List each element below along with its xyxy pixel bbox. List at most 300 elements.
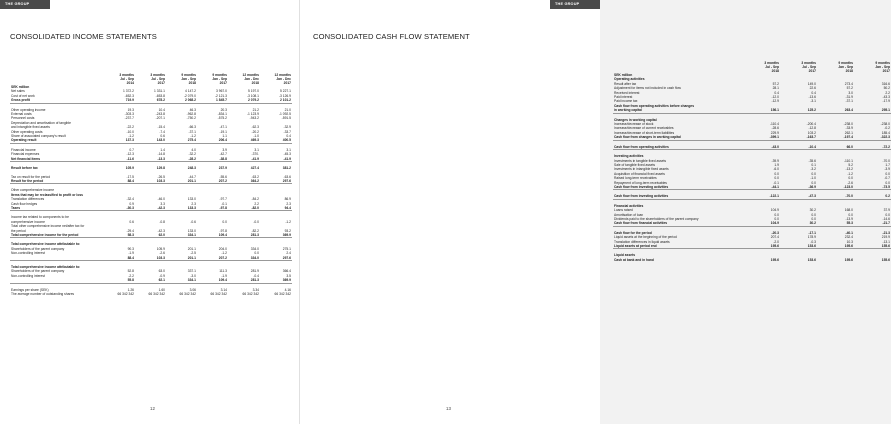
cashflow-row-label: Repayment of long-term receivables bbox=[614, 180, 667, 185]
page-title-cashflow: CONSOLIDATED CASH FLOW STATEMENT bbox=[313, 32, 470, 41]
income-row-label: Total other comprehensive income net/after tax for bbox=[11, 224, 85, 229]
income-row-label: comprehensive income bbox=[11, 219, 45, 224]
income-cell-value: -84.2 bbox=[251, 197, 259, 202]
cashflow-cell-value: -21.3 bbox=[882, 230, 890, 235]
cashflow-column-header: Jan - Sep bbox=[875, 65, 890, 69]
cashflow-cell-value: 5.2 bbox=[848, 162, 853, 167]
cashflow-cell-value: -1.0 bbox=[810, 176, 816, 181]
income-cell-value: 334.1 bbox=[166, 233, 197, 238]
cashflow-cell-value: 50.2 bbox=[883, 86, 890, 91]
cashflow-cell-value: 3.0 bbox=[848, 90, 853, 95]
income-cell-value: -20.2 bbox=[251, 129, 259, 134]
income-cell-value: 207.2 bbox=[197, 256, 228, 261]
cashflow-cell-value: -37.1 bbox=[845, 99, 853, 104]
income-cell-value: -575.2 bbox=[217, 116, 227, 121]
income-cell-value: 62.1 bbox=[135, 278, 166, 283]
cashflow-row-label: Cash flow for the period bbox=[614, 230, 652, 235]
cashflow-cell-value: 1.9 bbox=[774, 162, 779, 167]
cashflow-cell-value: -72.2 bbox=[854, 145, 891, 150]
income-column-header: Jul - Sep bbox=[151, 77, 165, 81]
cashflow-cell-value: -0.1 bbox=[773, 180, 779, 185]
income-cell-value: 281.3 bbox=[228, 278, 260, 283]
cashflow-cell-value: 185.4 bbox=[881, 130, 890, 135]
cashflow-cell-value: -33.9 bbox=[845, 126, 853, 131]
cashflow-cell-value: -70.0 bbox=[882, 158, 890, 163]
income-cell-value: 381.2 bbox=[282, 166, 291, 171]
income-cell-value: 1.60 bbox=[158, 287, 165, 292]
income-cell-value: -653.8 bbox=[155, 93, 165, 98]
cashflow-cell-value: -399.1 bbox=[743, 135, 780, 140]
income-row-label: Depreciation and amortisation of tangible bbox=[11, 120, 71, 125]
cashflow-cell-value: 156.1 bbox=[743, 108, 780, 113]
income-cell-value: 400.5 bbox=[260, 138, 292, 143]
income-cell-value: -0.6 bbox=[190, 219, 196, 224]
cashflow-cell-value: 316.6 bbox=[881, 81, 890, 86]
income-cell-value: -33.7 bbox=[283, 129, 291, 134]
cashflow-row-label: Amortisation of loan bbox=[614, 212, 644, 217]
income-cell-value: 0.0 bbox=[222, 219, 227, 224]
income-column-header: Jul - Sep bbox=[120, 77, 134, 81]
cashflow-row-label: Cash at bank and in hand bbox=[614, 257, 654, 262]
income-cell-value: -3 126.9 bbox=[278, 93, 291, 98]
cashflow-cell-value: 178.9 bbox=[807, 235, 816, 240]
cash-flow-table bbox=[613, 61, 891, 262]
income-cell-value: 19.3 bbox=[127, 107, 134, 112]
income-cell-value: -3 108.1 bbox=[246, 93, 259, 98]
income-row-label: the period bbox=[11, 228, 26, 233]
cashflow-cell-value: 0.4 bbox=[811, 90, 816, 95]
cashflow-cell-value: 0.0 bbox=[885, 171, 890, 176]
income-cell-value: -207.1 bbox=[155, 116, 165, 121]
cashflow-cell-value: 155.6 bbox=[881, 257, 890, 262]
cashflow-cell-value: 195.6 bbox=[817, 244, 854, 249]
cashflow-row-label: Cash flow from investing activities bbox=[613, 185, 743, 190]
income-row-label: Share of associated company's result bbox=[11, 134, 66, 139]
income-cell-value: 678.2 bbox=[135, 98, 166, 103]
page-number-left: 12 bbox=[150, 406, 155, 411]
income-cell-value: 66 342 342 bbox=[117, 292, 134, 297]
income-cell-value: 369.9 bbox=[260, 278, 292, 283]
income-cell-value: 2.4 bbox=[286, 251, 291, 256]
income-cell-value: -46.0 bbox=[157, 197, 165, 202]
cash-flow-page bbox=[300, 0, 890, 424]
cashflow-cell-value: 104.9 bbox=[743, 221, 780, 226]
income-cell-value: 334.0 bbox=[250, 246, 259, 251]
income-cell-value: 90.3 bbox=[127, 246, 134, 251]
cashflow-cell-value: 0.2 bbox=[854, 194, 891, 199]
income-cell-value: 201.1 bbox=[187, 246, 196, 251]
cashflow-row-label: Paid income tax bbox=[614, 99, 638, 104]
income-cell-value: -1.2 bbox=[285, 219, 291, 224]
income-cell-value: 86.9 bbox=[284, 197, 291, 202]
cashflow-row-label: Cash flow from operating activities bbox=[613, 145, 743, 150]
income-cell-value: 1.1 bbox=[222, 134, 227, 139]
cashflow-cell-value: 30.2 bbox=[809, 208, 816, 213]
cashflow-cell-value: -13.1 bbox=[882, 239, 890, 244]
income-row-label: External costs bbox=[11, 112, 32, 117]
income-cell-value: 103.3 bbox=[135, 179, 166, 184]
income-cell-value: 5 227.1 bbox=[280, 89, 291, 94]
income-cell-value: -943.2 bbox=[249, 116, 259, 121]
income-cell-value: 3.1 bbox=[254, 147, 259, 152]
income-cell-value: 20.3 bbox=[220, 107, 227, 112]
cashflow-cell-value: -1.2 bbox=[847, 171, 853, 176]
income-cell-value: -1.0 bbox=[253, 134, 259, 139]
cashflow-cell-value: -0.7 bbox=[884, 176, 890, 181]
cashflow-cell-value: 66.0 bbox=[817, 145, 854, 150]
income-row-label: Gross profit bbox=[10, 98, 104, 103]
income-cell-value: 297.6 bbox=[260, 179, 292, 184]
cashflow-cell-value: -36.9 bbox=[780, 185, 817, 190]
income-cell-value: -32.9 bbox=[283, 125, 291, 130]
income-cell-value: -962.8 bbox=[186, 112, 196, 117]
income-cell-value: 66 342 342 bbox=[148, 292, 165, 297]
income-cell-value: -97.7 bbox=[219, 197, 227, 202]
cashflow-cell-value: -20.3 bbox=[771, 230, 779, 235]
income-row-label: Operating result bbox=[10, 138, 104, 143]
cashflow-cell-value: 232.4 bbox=[844, 235, 853, 240]
cashflow-cell-value: -122.1 bbox=[743, 194, 780, 199]
income-cell-value: 334.1 bbox=[166, 278, 197, 283]
cashflow-cell-value: 155.6 bbox=[854, 244, 891, 249]
cashflow-cell-value: -238.0 bbox=[843, 122, 853, 127]
income-cell-value: -45.3 bbox=[283, 152, 291, 157]
cashflow-column-header: 9 months bbox=[838, 61, 853, 65]
cashflow-cell-value: 149.0 bbox=[807, 81, 816, 86]
income-cell-value: -1.2 bbox=[221, 251, 227, 256]
cashflow-cell-value: -10.4 bbox=[780, 145, 817, 150]
income-cell-value: 66 342 342 bbox=[274, 292, 291, 297]
income-cell-value: 427.4 bbox=[250, 166, 259, 171]
income-cell-value: 0.0 bbox=[254, 251, 259, 256]
cashflow-row-label: Received interest bbox=[614, 90, 640, 95]
cashflow-row-label: Cash flow from operating activities before changes bbox=[614, 103, 695, 108]
income-cell-value: 94.4 bbox=[260, 206, 292, 211]
income-cell-value: 1 331.1 bbox=[154, 89, 165, 94]
income-column-header: 2018 bbox=[188, 81, 196, 85]
income-row-label: Result for the period bbox=[10, 179, 104, 184]
income-cell-value: 2.3 bbox=[286, 201, 291, 206]
cashflow-cell-value: -2.6 bbox=[847, 180, 853, 185]
cashflow-column-header: 3 months bbox=[764, 61, 779, 65]
income-row-label: The average number of outstanding shares bbox=[11, 292, 75, 297]
brand-tab-right: THE GROUP bbox=[550, 0, 600, 9]
cashflow-cell-value: -13.2 bbox=[845, 167, 853, 172]
income-column-header: Jan - Sep bbox=[181, 77, 196, 81]
income-cell-value: 275.4 bbox=[166, 138, 197, 143]
income-cell-value: -55.6 bbox=[219, 174, 227, 179]
income-cell-value: 297.6 bbox=[260, 256, 292, 261]
cashflow-row-label: Changes in working capital bbox=[614, 117, 657, 122]
income-cell-value: -0.9 bbox=[159, 273, 165, 278]
income-cell-value: -44.7 bbox=[188, 174, 196, 179]
cashflow-cell-value: -39.9 bbox=[771, 158, 779, 163]
income-cell-value: 0.4 bbox=[286, 134, 291, 139]
income-cell-value: -591.5 bbox=[281, 116, 291, 121]
income-row-label: Non-controlling interest bbox=[11, 273, 45, 278]
income-cell-value: -66.3 bbox=[188, 125, 196, 130]
cashflow-row-label: Operating activities bbox=[614, 77, 645, 82]
income-cell-value: -2.5 bbox=[190, 251, 196, 256]
income-cell-value: 52.8 bbox=[127, 269, 134, 274]
cashflow-cell-value: -21.7 bbox=[854, 221, 891, 226]
income-cell-value: 133.0 bbox=[187, 228, 196, 233]
income-column-header: 2014 bbox=[126, 81, 134, 85]
income-row-label: Total comprehensive income for the period bbox=[10, 233, 104, 238]
income-cell-value: -41.9 bbox=[260, 157, 292, 162]
cashflow-row-label: Liquid assets at period end bbox=[613, 244, 743, 249]
income-cell-value: -2.2 bbox=[128, 273, 134, 278]
cashflow-row-label: Dividends paid to the shareholders of the parent company bbox=[614, 216, 699, 221]
income-cell-value: 55.8 bbox=[104, 278, 135, 283]
income-cell-value: 1 845.7 bbox=[197, 98, 228, 103]
cashflow-cell-value: 0.0 bbox=[774, 216, 779, 221]
income-cell-value: 105.9 bbox=[156, 246, 165, 251]
cashflow-row-label: Financial activities bbox=[614, 203, 644, 208]
income-cell-value: 2.3 bbox=[191, 201, 196, 206]
income-cell-value: 63.0 bbox=[158, 269, 165, 274]
income-column-header: 2017 bbox=[283, 81, 291, 85]
income-cell-value: -2 121.3 bbox=[214, 93, 227, 98]
cashflow-cell-value: 295.1 bbox=[854, 108, 891, 113]
income-column-header: Jan - Dec bbox=[244, 77, 259, 81]
income-cell-value: 4 147.2 bbox=[185, 89, 196, 94]
income-cell-value: 337.1 bbox=[187, 269, 196, 274]
income-cell-value: -32.2 bbox=[188, 152, 196, 157]
cashflow-cell-value: -43.3 bbox=[882, 95, 890, 100]
cashflow-cell-value: 0.0 bbox=[811, 180, 816, 185]
income-cell-value: 137.3 bbox=[104, 138, 135, 143]
income-cell-value: 364.2 bbox=[228, 179, 260, 184]
cashflow-cell-value: -3.9 bbox=[884, 167, 890, 172]
income-cell-value: 46.3 bbox=[189, 107, 196, 112]
income-cell-value: 3.06 bbox=[189, 287, 196, 292]
income-row-label: Non-controlling interest bbox=[11, 251, 45, 256]
cashflow-row-label: Investing activities bbox=[614, 154, 644, 159]
income-cell-value: -97.8 bbox=[219, 228, 227, 233]
income-row-label: Result before tax bbox=[11, 166, 38, 171]
income-column-header: 9 months bbox=[181, 73, 196, 77]
income-cell-value: 21.0 bbox=[284, 107, 291, 112]
cashflow-cell-value: 55.3 bbox=[817, 221, 854, 226]
cashflow-cell-value: -13.6 bbox=[808, 95, 816, 100]
cashflow-row-label: Translation differences in liquid assets bbox=[614, 239, 670, 244]
cashflow-cell-value: -70.0 bbox=[817, 194, 854, 199]
income-cell-value: 3.3 bbox=[160, 201, 165, 206]
income-column-header: 2017 bbox=[219, 81, 227, 85]
income-cell-value: 66 342 342 bbox=[179, 292, 196, 297]
income-column-header: 3 months bbox=[119, 73, 134, 77]
cashflow-cell-value: 219.9 bbox=[881, 235, 890, 240]
cashflow-cell-value: -44.1 bbox=[743, 185, 780, 190]
income-cell-value: 10.4 bbox=[158, 107, 165, 112]
income-cell-value: 3.14 bbox=[220, 287, 227, 292]
cashflow-cell-value: -110.1 bbox=[843, 158, 853, 163]
income-cell-value: 1.4 bbox=[160, 147, 165, 152]
income-row-label: Earnings per share (SEK) bbox=[11, 287, 49, 292]
income-cell-value: 469.3 bbox=[228, 138, 260, 143]
income-cell-value: -47.1 bbox=[219, 125, 227, 130]
cashflow-cell-value: -200.4 bbox=[806, 122, 816, 127]
income-cell-value: -10.0 bbox=[126, 129, 134, 134]
cashflow-column-header: Jan - Sep bbox=[838, 65, 853, 69]
cashflow-cell-value: -123.0 bbox=[817, 185, 854, 190]
income-cell-value: -63.2 bbox=[251, 174, 259, 179]
cashflow-cell-value: 37.9 bbox=[883, 208, 890, 213]
cashflow-row-label: Liquid assets at the beginning of the period bbox=[614, 235, 677, 240]
income-cell-value: 5 197.0 bbox=[248, 89, 259, 94]
income-cell-value: -2.6 bbox=[159, 251, 165, 256]
income-cell-value: 129.8 bbox=[156, 166, 165, 171]
income-cell-value: 1.26 bbox=[127, 287, 134, 292]
income-cell-value: 4.0 bbox=[191, 147, 196, 152]
income-cell-value: -1 123.9 bbox=[246, 112, 259, 117]
income-column-header: 12 months bbox=[274, 73, 291, 77]
income-cell-value: 111.3 bbox=[219, 269, 227, 274]
cashflow-cell-value: -47.3 bbox=[780, 194, 817, 199]
cashflow-cell-value: 2.2 bbox=[885, 90, 890, 95]
cashflow-cell-value: -12.8 bbox=[808, 126, 816, 131]
cashflow-cell-value: 195.6 bbox=[770, 257, 779, 262]
income-column-header: 3 months bbox=[150, 73, 165, 77]
cashflow-column-header: 2018 bbox=[771, 69, 779, 73]
income-cell-value: 248.3 bbox=[187, 166, 196, 171]
cashflow-row-label: Liquid assets bbox=[614, 253, 636, 258]
cashflow-cell-value: 0.0 bbox=[774, 176, 779, 181]
income-row-label: Cost of net work bbox=[11, 93, 35, 98]
cashflow-cell-value: 0.0 bbox=[811, 171, 816, 176]
income-cell-value: -42.7 bbox=[219, 152, 227, 157]
income-cell-value: -32.4 bbox=[126, 197, 134, 202]
cashflow-cell-value: 195.6 bbox=[844, 257, 853, 262]
cashflow-cell-value: 57.2 bbox=[772, 81, 779, 86]
cashflow-cell-value: -2.0 bbox=[773, 239, 779, 244]
income-cell-value: 109.4 bbox=[197, 278, 228, 283]
income-cell-value: 109.4 bbox=[197, 233, 228, 238]
income-cell-value: 3.34 bbox=[252, 287, 259, 292]
cashflow-row-label: Increase/decrease of short-term liabilities bbox=[614, 130, 675, 135]
cashflow-row-label: in working capital bbox=[613, 108, 743, 113]
income-cell-value: -0.0 bbox=[253, 219, 259, 224]
income-cell-value: -11.6 bbox=[104, 157, 135, 162]
cashflow-cell-value: -110.4 bbox=[769, 122, 779, 127]
income-cell-value: -1.2 bbox=[128, 134, 134, 139]
income-cell-value: 143.0 bbox=[135, 138, 166, 143]
income-row-label: Shareholders of the parent company bbox=[11, 246, 65, 251]
income-cell-value: 1 372.2 bbox=[123, 89, 134, 94]
cashflow-cell-value: -0.2 bbox=[884, 126, 890, 131]
income-row-label: Items that may be reclassified to profit or loss bbox=[11, 192, 84, 197]
income-cell-value: 3.9 bbox=[222, 147, 227, 152]
cashflow-row-label: Sale of tangible fixed assets bbox=[614, 162, 656, 167]
income-cell-value: -29.4 bbox=[126, 228, 134, 233]
income-cell-value: -652.3 bbox=[124, 93, 134, 98]
income-row-label: SEK million bbox=[11, 85, 30, 89]
income-cell-value: 66 342 342 bbox=[210, 292, 227, 297]
cashflow-cell-value: -12.0 bbox=[771, 95, 779, 100]
cashflow-cell-value: 168.0 bbox=[844, 208, 853, 213]
cashflow-cell-value: -0.3 bbox=[810, 239, 816, 244]
cashflow-cell-value: 0.0 bbox=[885, 180, 890, 185]
income-cell-value: 201.1 bbox=[166, 256, 197, 261]
income-cell-value: -750.2 bbox=[186, 116, 196, 121]
income-cell-value: -26.5 bbox=[157, 174, 165, 179]
income-statement-page bbox=[0, 0, 300, 424]
income-cell-value: -30.3 bbox=[104, 206, 135, 211]
income-cell-value: -28.2 bbox=[166, 157, 197, 162]
income-column-header: Jan - Dec bbox=[276, 77, 291, 81]
income-cell-value: 237.9 bbox=[218, 166, 227, 171]
income-cell-value: -0.1 bbox=[221, 201, 227, 206]
income-cell-value: -63.6 bbox=[283, 174, 291, 179]
cashflow-row-label: Investments in intangible fixed assets bbox=[614, 167, 669, 172]
cashflow-column-header: Jul - Sep bbox=[802, 65, 816, 69]
cashflow-cell-value: 0.4 bbox=[774, 90, 779, 95]
income-row-label: Tax on result for the period bbox=[11, 174, 51, 179]
income-cell-value: 62.0 bbox=[135, 233, 166, 238]
income-row-label: Net financial items bbox=[10, 157, 104, 162]
cashflow-row-label: Acquisition of financial fixed assets bbox=[614, 171, 665, 176]
cashflow-cell-value: 195.6 bbox=[743, 244, 780, 249]
cashflow-cell-value: 103.2 bbox=[807, 130, 816, 135]
income-row-label: Taxes bbox=[10, 206, 104, 211]
income-cell-value: -303.3 bbox=[124, 112, 134, 117]
cashflow-cell-value: 0.0 bbox=[848, 176, 853, 181]
income-row-label: Shareholders of the parent company bbox=[11, 269, 65, 274]
income-cell-value: -1.9 bbox=[128, 251, 134, 256]
cashflow-cell-value: -35.6 bbox=[808, 158, 816, 163]
cashflow-cell-value: -12.9 bbox=[771, 99, 779, 104]
cashflow-cell-value: 0.0 bbox=[774, 212, 779, 217]
income-cell-value: 2.2 bbox=[254, 201, 259, 206]
cashflow-column-header: Jul - Sep bbox=[765, 65, 779, 69]
cashflow-cell-value: 207.4 bbox=[770, 235, 779, 240]
cashflow-cell-value: 104.9 bbox=[770, 208, 779, 213]
income-column-header: 2018 bbox=[251, 81, 259, 85]
income-cell-value: 281.3 bbox=[228, 233, 260, 238]
income-cell-value: -41.9 bbox=[228, 157, 260, 162]
income-cell-value: 0.6 bbox=[129, 219, 134, 224]
cashflow-row-label: Cash flow from changes in working capital bbox=[613, 135, 743, 140]
income-cell-value: 88.4 bbox=[104, 179, 135, 184]
cashflow-cell-value: 10.3 bbox=[846, 239, 853, 244]
cashflow-column-header: 2017 bbox=[808, 69, 816, 73]
income-cell-value: 2 068.2 bbox=[166, 98, 197, 103]
cashflow-cell-value: 0.0 bbox=[774, 171, 779, 176]
income-cell-value: 88.4 bbox=[104, 256, 135, 261]
cashflow-cell-value: -322.3 bbox=[854, 135, 891, 140]
cashflow-cell-value: 0.0 bbox=[885, 212, 890, 217]
income-column-header: Jan - Sep bbox=[212, 77, 227, 81]
cashflow-cell-value: -43.0 bbox=[743, 145, 780, 150]
income-cell-value: -97.8 bbox=[197, 206, 228, 211]
cashflow-cell-value: -6.0 bbox=[773, 167, 779, 172]
cashflow-cell-value: 229.9 bbox=[770, 130, 779, 135]
income-cell-value: 93.2 bbox=[284, 228, 291, 233]
cashflow-row-label: Raised long-term receivables bbox=[614, 176, 657, 181]
income-cell-value: -82.0 bbox=[228, 206, 260, 211]
income-cell-value: -19.1 bbox=[219, 129, 227, 134]
cashflow-cell-value: -163.7 bbox=[780, 135, 817, 140]
income-cell-value: -1 092.5 bbox=[278, 112, 291, 117]
income-row-label: Other operating income bbox=[11, 107, 46, 112]
income-cell-value: -13.3 bbox=[135, 157, 166, 162]
cashflow-cell-value: -73.5 bbox=[854, 185, 891, 190]
cashflow-row-label: Adjustment for items not included in cash flow bbox=[614, 86, 681, 91]
income-cell-value: 3.1 bbox=[286, 147, 291, 152]
income-cell-value: -22.2 bbox=[126, 125, 134, 130]
income-row-label: Translation differences bbox=[11, 197, 45, 202]
